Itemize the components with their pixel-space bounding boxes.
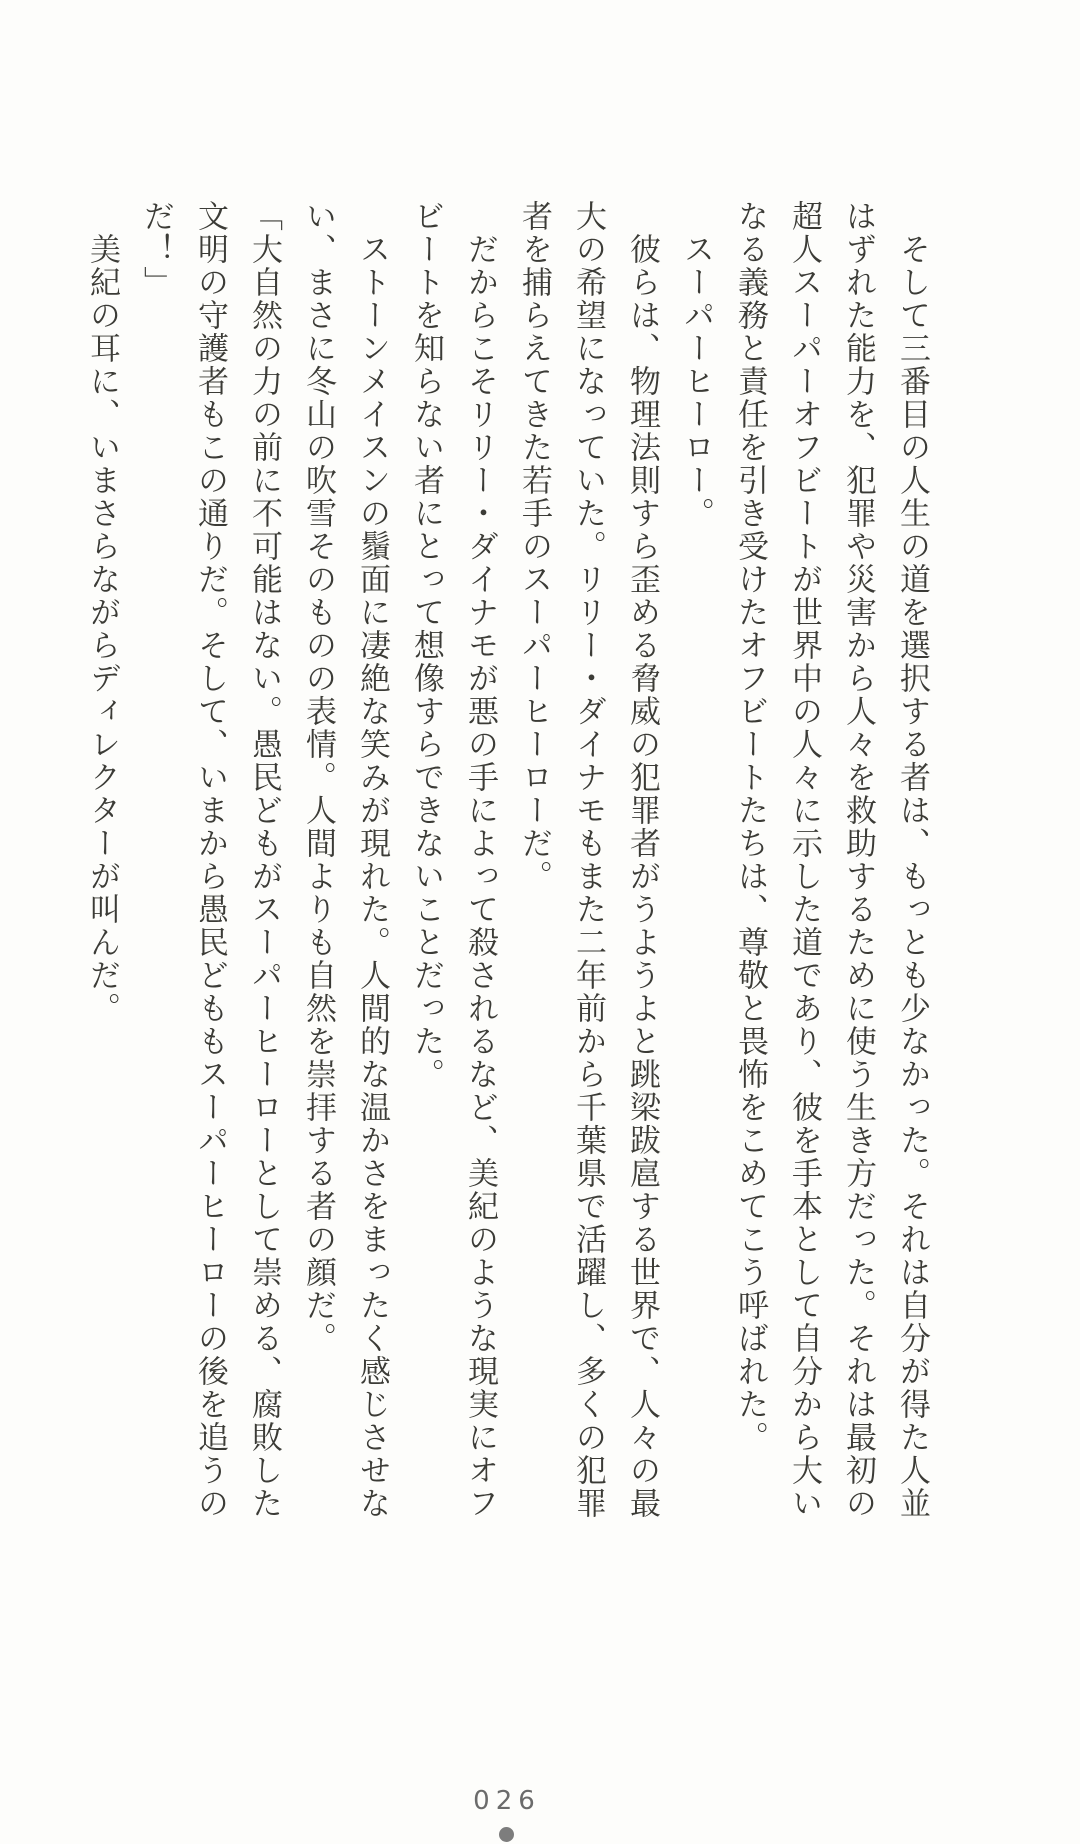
body-text: [75, 200, 939, 1520]
text-line: ビートを知らない者にとって想像すらできないことだった。: [409, 200, 444, 1091]
page-number: 026: [473, 1786, 541, 1816]
text-line: なる義務と責任を引き受けたオフビートたちは、尊敬と畏怖をこめてこう呼ばれた。: [733, 200, 768, 1454]
text-line: 「大自然の力の前に不可能はない。愚民どもがスーパーヒーローとして崇める、腐敗した: [247, 200, 282, 1520]
text-line: 大の希望になっていた。リリー・ダイナモもまた二年前から千葉県で活躍し、多くの犯罪: [571, 200, 606, 1520]
text-line: 彼らは、物理法則すら歪める脅威の犯罪者がうようよと跳梁跋扈する世界で、人々の最: [625, 233, 660, 1520]
text-line: 者を捕らえてきた若手のスーパーヒーローだ。: [517, 200, 552, 893]
page-marker-dot: [499, 1827, 514, 1842]
text-line: だ！」: [139, 200, 174, 299]
text-line: 美紀の耳に、いまさらながらディレクターが叫んだ。: [85, 233, 120, 1025]
text-line: だからこそリリー・ダイナモが悪の手によって殺されるなど、美紀のような現実にオフ: [463, 233, 498, 1520]
text-line: そして三番目の人生の道を選択する者は、もっとも少なかった。それは自分が得た人並: [895, 233, 930, 1520]
text-line: い、まさに冬山の吹雪そのものの表情。人間よりも自然を崇拝する者の顔だ。: [301, 200, 336, 1355]
text-line: はずれた能力を、犯罪や災害から人々を救助するために使う生き方だった。それは最初の: [841, 200, 876, 1520]
text-line: 超人スーパーオフビートが世界中の人々に示した道であり、彼を手本として自分から大い: [787, 200, 822, 1520]
text-line: ストーンメイスンの鬚面に凄絶な笑みが現れた。人間的な温かさをまったく感じさせな: [355, 233, 390, 1520]
text-line: スーパーヒーロー。: [679, 233, 714, 530]
text-line: 文明の守護者もこの通りだ。そして、いまから愚民どももスーパーヒーローの後を追うの: [193, 200, 228, 1520]
